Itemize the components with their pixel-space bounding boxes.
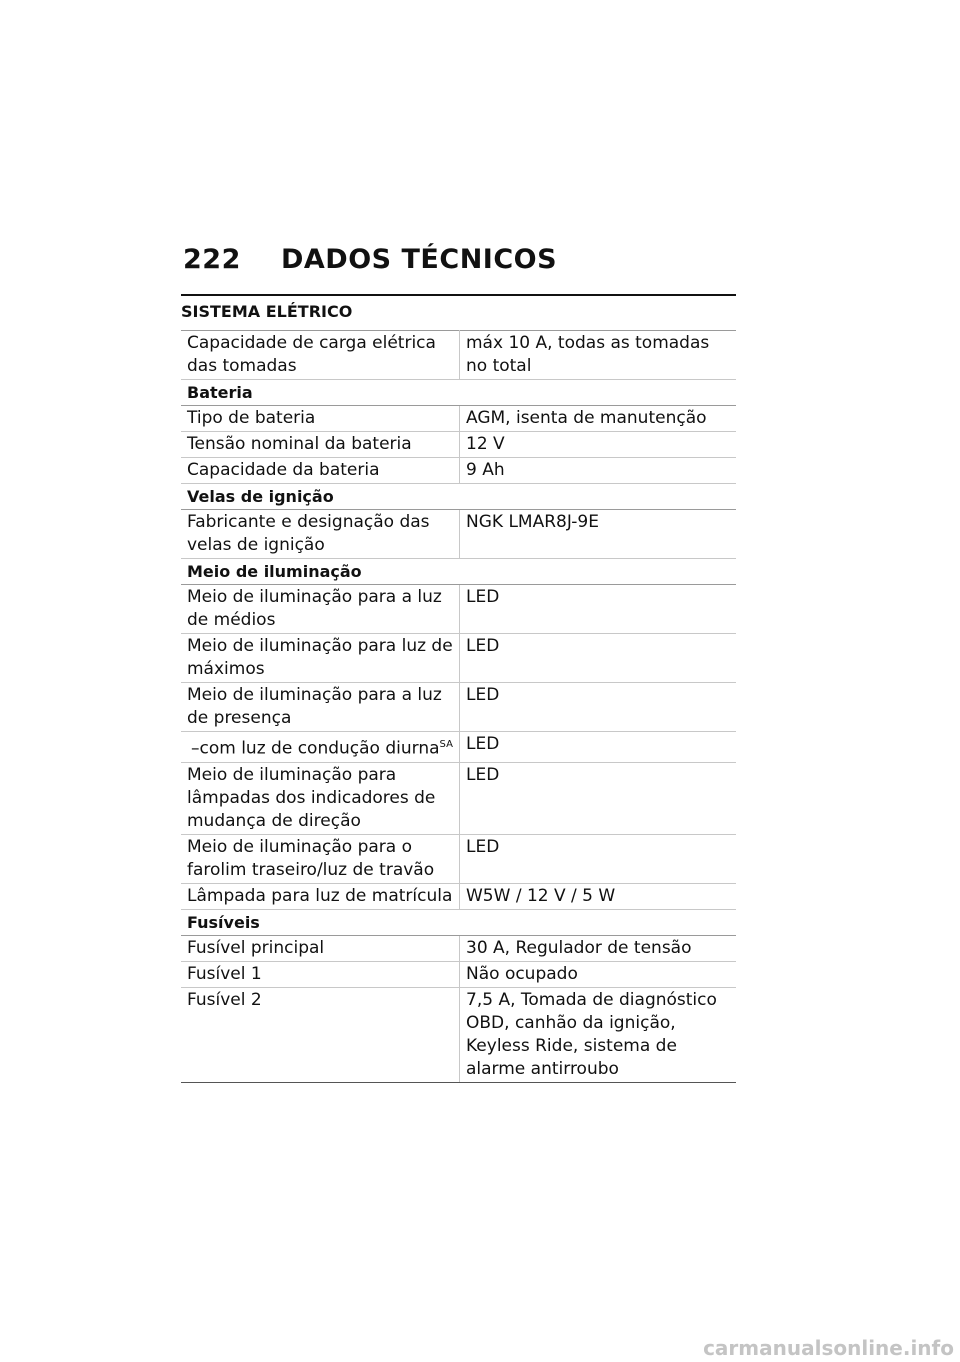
- table-row: [181, 987, 736, 1082]
- group-row: [181, 484, 736, 510]
- row-value: Não ocupado: [460, 961, 737, 987]
- group-title-battery: Bateria: [181, 380, 736, 406]
- group-title-fuses: Fusíveis: [181, 909, 736, 935]
- row-label: Meio de iluminação para luz de máximos: [181, 634, 460, 683]
- row-value: LED: [460, 585, 737, 634]
- group-title-spark-plugs: Velas de ignição: [181, 484, 736, 510]
- page-number: 222: [183, 244, 241, 275]
- row-value: 7,5 A, Tomada de diagnóstico OBD, canhão da ignição, Keyless Ride, sistema de alarme antirroubo: [460, 987, 737, 1082]
- table-row: [181, 510, 736, 559]
- group-row: [181, 380, 736, 406]
- table-row: [181, 883, 736, 909]
- group-title-lighting: Meio de iluminação: [181, 559, 736, 585]
- row-value: LED: [460, 834, 737, 883]
- table-row: [181, 935, 736, 961]
- row-value: 30 A, Regulador de tensão: [460, 935, 737, 961]
- row-value: 9 Ah: [460, 458, 737, 484]
- row-label: Lâmpada para luz de matrícula: [181, 883, 460, 909]
- table-row: [181, 961, 736, 987]
- row-value: LED: [460, 762, 737, 834]
- row-label: Meio de iluminação para a luz de médios: [181, 585, 460, 634]
- row-label: Tensão nominal da bateria: [181, 432, 460, 458]
- group-row: [181, 909, 736, 935]
- row-label: Capacidade de carga elétrica das tomadas: [181, 331, 460, 380]
- row-label: Fusível 1: [181, 961, 460, 987]
- table-row: [181, 834, 736, 883]
- row-label-sub: [181, 732, 460, 763]
- watermark: carmanualsonline.info: [703, 1336, 954, 1360]
- sub-label-text: –com luz de condução diurna: [191, 738, 440, 759]
- table-row: [181, 458, 736, 484]
- row-value: LED: [460, 683, 737, 732]
- row-value: 12 V: [460, 432, 737, 458]
- row-value: AGM, isenta de manutenção: [460, 406, 737, 432]
- option-marker: SA: [439, 739, 453, 750]
- table-row: [181, 634, 736, 683]
- spec-table: [181, 330, 736, 1083]
- table-row: [181, 406, 736, 432]
- row-label: Capacidade da bateria: [181, 458, 460, 484]
- table-row: [181, 683, 736, 732]
- table-row: [181, 432, 736, 458]
- row-label: Meio de iluminação para a luz de presença: [181, 683, 460, 732]
- row-label: Fabricante e designação das velas de ignição: [181, 510, 460, 559]
- table-row: [181, 762, 736, 834]
- row-label: Meio de iluminação para lâmpadas dos indicadores de mudança de direção: [181, 762, 460, 834]
- table-row: [181, 331, 736, 380]
- section-title: SISTEMA ELÉTRICO: [181, 294, 736, 321]
- row-value: LED: [460, 732, 737, 763]
- row-value: W5W / 12 V / 5 W: [460, 883, 737, 909]
- row-value: máx 10 A, todas as tomadas no total: [460, 331, 737, 380]
- table-row: [181, 585, 736, 634]
- group-row: [181, 559, 736, 585]
- row-label: Fusível 2: [181, 987, 460, 1082]
- row-value: NGK LMAR8J-9E: [460, 510, 737, 559]
- row-label: Tipo de bateria: [181, 406, 460, 432]
- chapter-title: DADOS TÉCNICOS: [281, 244, 558, 275]
- table-row: [181, 732, 736, 763]
- row-label: Meio de iluminação para o farolim traseiro/luz de travão: [181, 834, 460, 883]
- page-header: [183, 244, 736, 275]
- row-value: LED: [460, 634, 737, 683]
- row-label: Fusível principal: [181, 935, 460, 961]
